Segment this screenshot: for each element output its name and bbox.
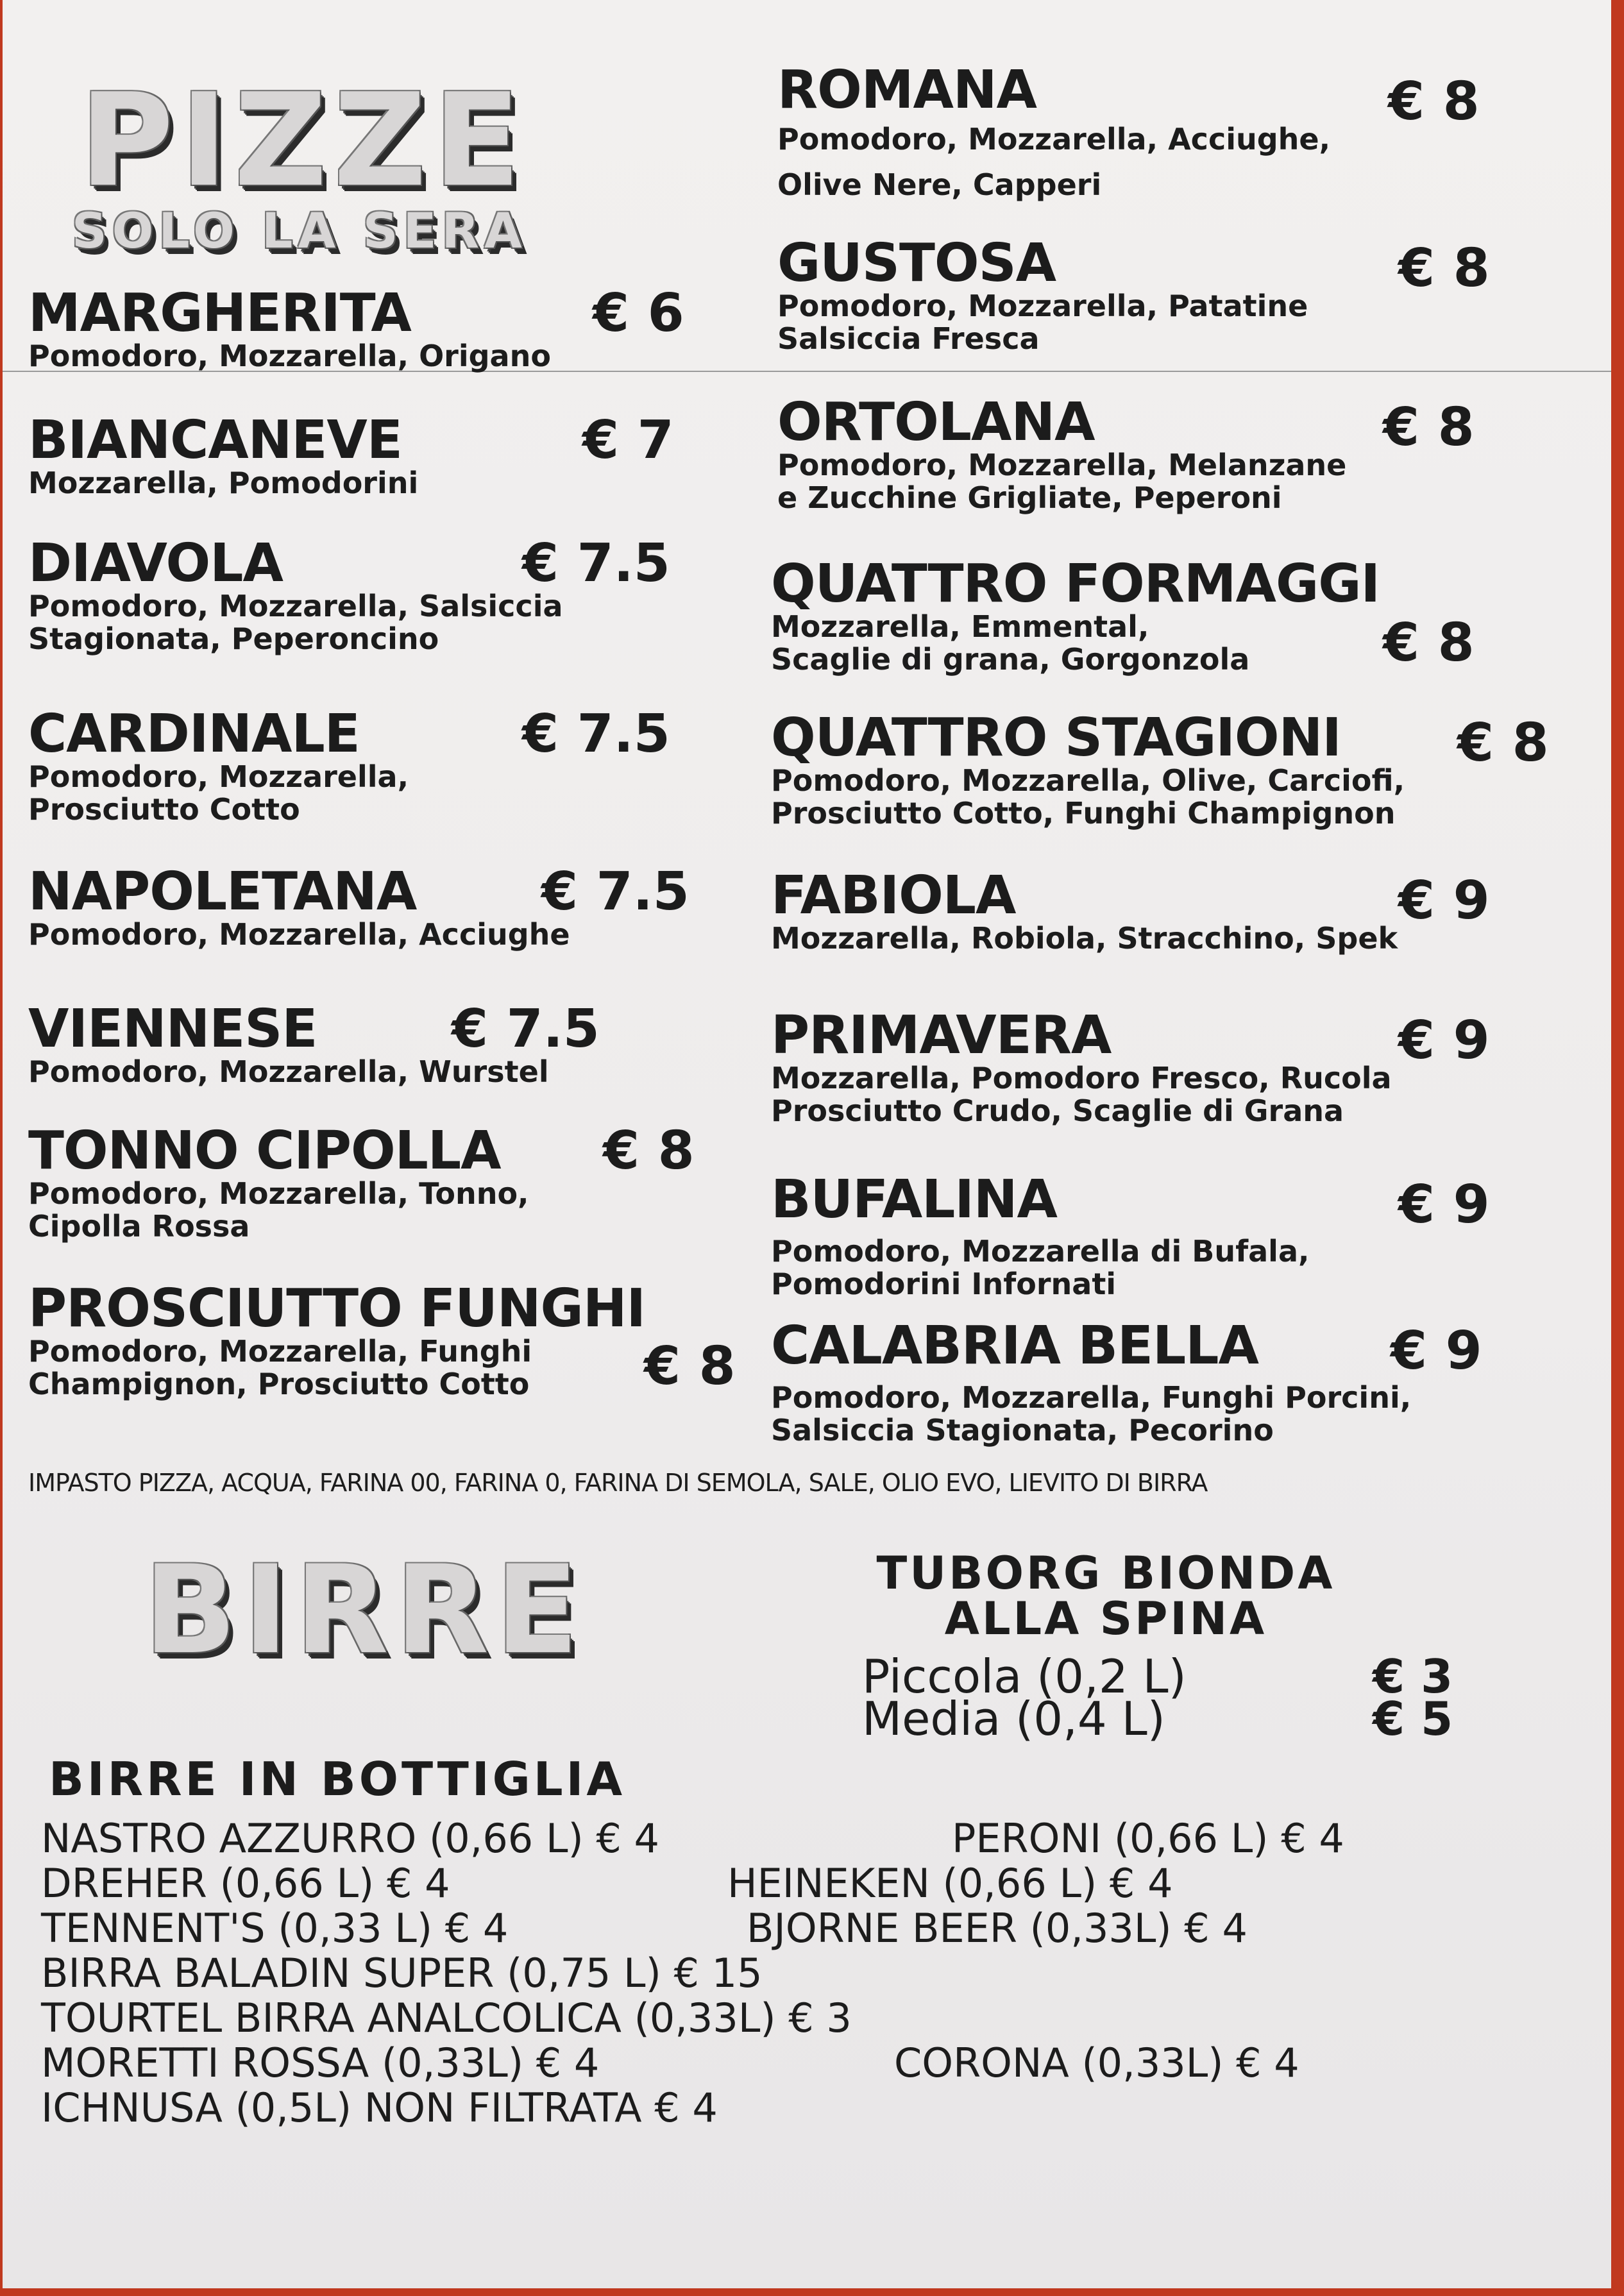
pizza-ingredients [28, 340, 551, 373]
beer-item: HEINEKEN (0,66 L) € 4 [727, 1860, 1173, 1907]
pizza-ingredients [771, 1381, 1411, 1446]
beer-item: TOURTEL BIRRA ANALCOLICA (0,33L) € 3 [41, 1995, 852, 2041]
pizza-item [28, 1278, 645, 1401]
ingredient-line: Salsiccia Stagionata, Pecorino [771, 1412, 1274, 1448]
draft-price-small: € 3 [1373, 1650, 1453, 1703]
dough-ingredients-note: IMPASTO PIZZA, ACQUA, FARINA 00, FARINA 0, FARINA DI SEMOLA, SALE, OLIO EVO, LIEVITO DI BIRRA [28, 1469, 1208, 1497]
pizza-item [771, 553, 1380, 677]
pizza-name: QUATTRO STAGIONI [771, 707, 1341, 768]
pizza-ingredients [777, 117, 1330, 208]
ingredient-line: Prosciutto Cotto [28, 791, 300, 827]
beer-item: PERONI (0,66 L) € 4 [952, 1815, 1344, 1862]
beer-item: BJORNE BEER (0,33L) € 4 [747, 1905, 1248, 1952]
pizza-ingredients [771, 764, 1405, 829]
pizza-price: € 7.5 [522, 704, 670, 764]
ingredient-line: Pomodoro, Mozzarella, Wurstel [28, 1054, 549, 1089]
ingredient-line: Pomodoro, Mozzarella, Salsiccia [28, 589, 563, 623]
pizza-name: BUFALINA [771, 1169, 1058, 1230]
pizza-price: € 7.5 [541, 861, 689, 922]
draft-size-small: Piccola (0,2 L) [862, 1650, 1187, 1703]
ingredient-line: e Zucchine Grigliate, Peperoni [777, 480, 1282, 515]
pizza-item [771, 1169, 1310, 1301]
ingredient-line: Pomodoro, Mozzarella, Patatine [777, 289, 1308, 323]
pizza-price: € 8 [603, 1120, 695, 1181]
pizza-ingredients [28, 918, 570, 951]
pizza-name: TONNO CIPOLLA [28, 1120, 501, 1181]
pizza-item [28, 704, 409, 827]
pizza-ingredients [28, 467, 418, 500]
pizza-price: € 8 [1398, 238, 1490, 299]
beer-item: CORONA (0,33L) € 4 [894, 2039, 1299, 2086]
pizza-name: QUATTRO FORMAGGI [771, 553, 1380, 614]
pizza-name: BIANCANEVE [28, 410, 402, 471]
beer-item: NASTRO AZZURRO (0,66 L) € 4 [41, 1815, 659, 1862]
ingredient-line: Prosciutto Cotto, Funghi Champignon [771, 795, 1396, 831]
pizza-ingredients [777, 290, 1308, 355]
pizza-item [28, 410, 419, 500]
ingredient-line: Pomodoro, Mozzarella, [28, 759, 409, 794]
pizza-ingredients [771, 1235, 1309, 1300]
pizza-name: VIENNESE [28, 999, 317, 1059]
ingredient-line: Mozzarella, Emmental, [771, 609, 1149, 644]
pizza-price: € 9 [1398, 1174, 1490, 1235]
pizza-price: € 9 [1398, 870, 1490, 931]
ingredient-line: Olive Nere, Capperi [777, 167, 1102, 203]
pizza-item [771, 1005, 1392, 1128]
ingredient-line: Champignon, Prosciutto Cotto [28, 1366, 530, 1401]
pizza-price: € 6 [593, 283, 684, 344]
beer-item: BIRRA BALADIN SUPER (0,75 L) € 15 [41, 1950, 763, 1996]
beer-item: ICHNUSA (0,5L) NON FILTRATA € 4 [41, 2084, 718, 2131]
pizza-price: € 7.5 [452, 999, 600, 1059]
draft-beer-title-2: ALLA SPINA [944, 1592, 1267, 1646]
ingredient-line: Stagionata, Peperoncino [28, 621, 439, 656]
pizza-ingredients [28, 1178, 529, 1242]
beer-item: TENNENT'S (0,33 L) € 4 [41, 1905, 509, 1952]
pizza-name: PROSCIUTTO FUNGHI [28, 1278, 645, 1339]
pizza-price: € 9 [1398, 1010, 1490, 1071]
pizza-item [28, 861, 570, 952]
ingredient-line: Salsiccia Fresca [777, 321, 1040, 356]
ingredient-line: Pomodoro, Mozzarella, Olive, Carciofi, [771, 763, 1405, 798]
ingredient-line: Pomodoro, Mozzarella, Funghi [28, 1334, 532, 1369]
pizza-price: € 7 [582, 410, 674, 471]
pizza-name: PRIMAVERA [771, 1005, 1112, 1066]
pizze-title: PIZZE [80, 66, 527, 215]
draft-beer-block [759, 1547, 1452, 1646]
pizza-name: ROMANA [777, 60, 1036, 121]
pizza-price: € 7.5 [522, 533, 670, 594]
ingredient-line: Pomodoro, Mozzarella, Melanzane [777, 448, 1347, 482]
ingredient-line: Mozzarella, Robiola, Stracchino, Spek [771, 921, 1398, 956]
pizza-price: € 8 [1457, 713, 1549, 773]
pizza-name: GUSTOSA [777, 233, 1056, 294]
ingredient-line: Prosciutto Crudo, Scaglie di Grana [771, 1093, 1344, 1128]
pizza-name: MARGHERITA [28, 283, 411, 344]
pizza-item [28, 533, 563, 656]
ingredient-line: Pomodoro, Mozzarella di Bufala, [771, 1234, 1310, 1269]
ingredient-line: Pomodoro, Mozzarella, Tonno, [28, 1176, 529, 1211]
pizza-price: € 8 [644, 1336, 736, 1397]
pizza-item [771, 865, 1398, 956]
ingredient-line: Mozzarella, Pomodoro Fresco, Rucola [771, 1061, 1392, 1095]
ingredient-line: Cipolla Rossa [28, 1208, 250, 1244]
pizza-item [771, 707, 1405, 831]
pizza-name: DIAVOLA [28, 533, 283, 594]
pizza-name: NAPOLETANA [28, 861, 417, 922]
pizza-item [28, 1120, 529, 1244]
pizza-name: CALABRIA BELLA [771, 1315, 1258, 1376]
draft-price-medium: € 5 [1373, 1692, 1453, 1746]
ingredient-line: Pomodoro, Mozzarella, Funghi Porcini, [771, 1380, 1412, 1415]
pizza-item [28, 283, 551, 373]
pizza-price: € 8 [1388, 71, 1480, 132]
ingredient-line: Mozzarella, Pomodorini [28, 466, 419, 500]
pizza-item [777, 233, 1308, 356]
draft-size-medium: Media (0,4 L) [862, 1692, 1165, 1746]
birre-title: BIRRE [144, 1539, 585, 1681]
pizze-subtitle: SOLO LA SERA [72, 202, 527, 259]
pizza-ingredients [771, 922, 1398, 955]
bottled-beers-title: BIRRE IN BOTTIGLIA [49, 1752, 626, 1806]
pizza-item [777, 392, 1347, 515]
beer-item: MORETTI ROSSA (0,33L) € 4 [41, 2039, 600, 2086]
pizza-ingredients [28, 590, 563, 655]
pizza-ingredients [28, 1056, 549, 1088]
draft-beer-title: TUBORG BIONDA [876, 1547, 1335, 1600]
ingredient-line: Pomodorini Infornati [771, 1266, 1117, 1301]
beer-item: DREHER (0,66 L) € 4 [41, 1860, 450, 1907]
pizza-name: CARDINALE [28, 704, 360, 764]
menu-sheet [3, 0, 1611, 2288]
ingredient-line: Pomodoro, Mozzarella, Acciughe [28, 917, 570, 952]
pizza-name: ORTOLANA [777, 392, 1095, 453]
pizza-item [771, 1315, 1412, 1448]
pizza-item [777, 60, 1331, 208]
pizza-price: € 8 [1383, 612, 1475, 673]
pizza-ingredients [771, 1062, 1392, 1127]
ingredient-line: Pomodoro, Mozzarella, Acciughe, [777, 122, 1331, 156]
pizza-price: € 9 [1391, 1321, 1482, 1381]
pizza-name: FABIOLA [771, 865, 1016, 926]
pizza-ingredients [771, 611, 1380, 675]
pizza-ingredients [28, 1335, 645, 1400]
pizza-ingredients [28, 761, 409, 825]
pizza-ingredients [777, 449, 1346, 514]
pizza-price: € 8 [1383, 397, 1475, 458]
ingredient-line: Scaglie di grana, Gorgonzola [771, 641, 1250, 677]
ingredient-line: Pomodoro, Mozzarella, Origano [28, 339, 551, 373]
